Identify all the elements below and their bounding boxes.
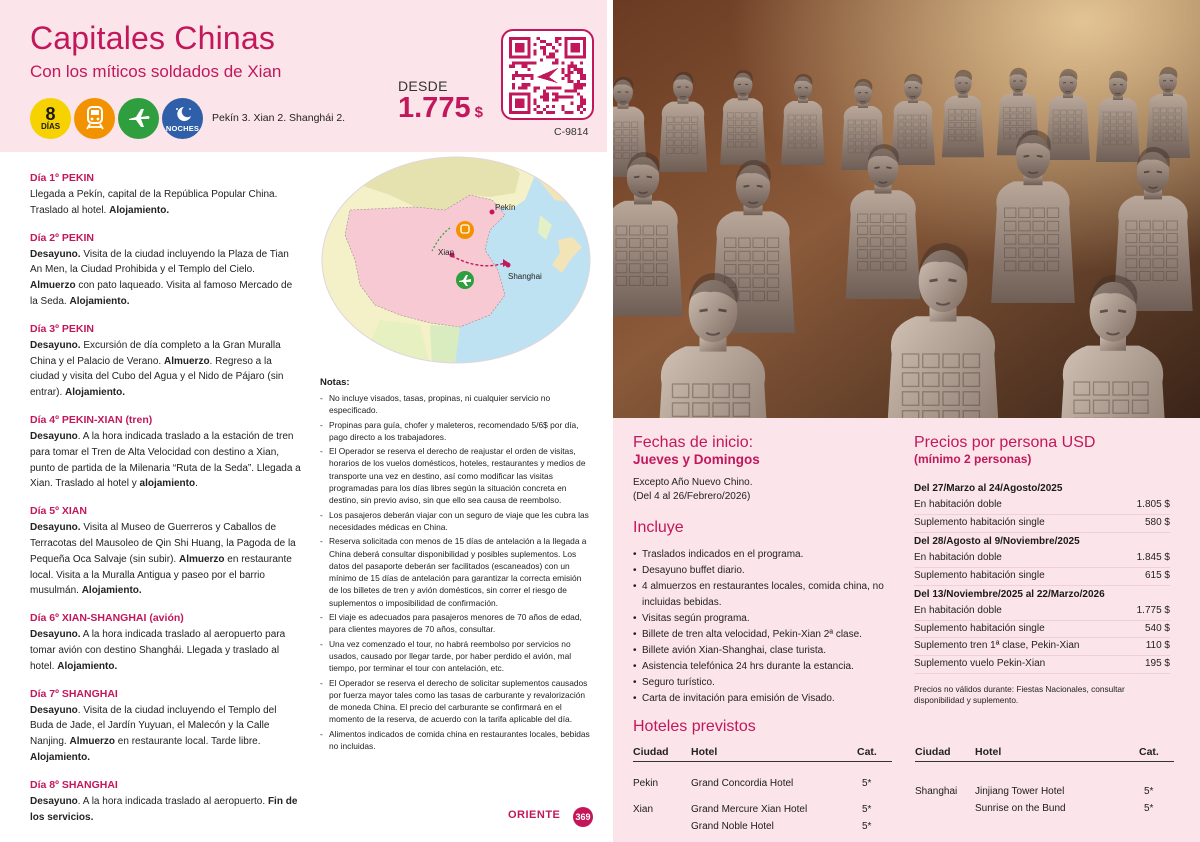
price-row-value: 580 $ xyxy=(1144,516,1170,528)
price-row xyxy=(914,568,1170,586)
notes-list xyxy=(320,392,592,752)
note-item: - Propinas para guía, chofer y maleteros, recomendado 5/6$ por día, pago directo a los trabajadores. xyxy=(320,419,592,444)
hotel-cell-cat: 5* xyxy=(862,821,872,832)
map-label-xian: Xian xyxy=(438,248,455,257)
day-title: Día 2º PEKIN xyxy=(30,231,94,244)
note-item: - El Operador se reserva el derecho de solicitar suplementos causados por fuerza mayor tales como las tasas de carburante y revalorización de moneda China. El precio del carburante se confirmará en el momento de la reserva, de acuerdo con la tarifa aplicable del día. xyxy=(320,677,592,726)
hotel-header-hotel: Hotel xyxy=(975,746,1002,758)
hotels-table-left xyxy=(633,746,892,836)
route-map xyxy=(320,155,592,370)
itinerary-day xyxy=(30,414,302,492)
includes-item: • Carta de invitación para emisión de Visado. xyxy=(633,691,903,707)
hotel-cell-hotel: Grand Concordia Hotel xyxy=(691,778,794,789)
days-label: DÍAS xyxy=(40,121,61,131)
hotel-cell-ciudad: Shanghai xyxy=(915,786,958,797)
itinerary-day xyxy=(30,323,302,401)
itinerary-day xyxy=(30,779,302,826)
train-icon xyxy=(74,98,115,139)
day-text: Llegada a Pekín, capital de la República Popular China. Traslado al hotel. Alojamiento. xyxy=(30,189,278,216)
day-title: Día 6º XIAN-SHANGHAI (avión) xyxy=(30,612,184,625)
hotel-cell-cat: 5* xyxy=(1144,803,1154,814)
hotel-cell-hotel: Sunrise on the Bund xyxy=(975,803,1066,814)
page-number: 369 xyxy=(573,807,593,827)
price-row xyxy=(914,550,1170,568)
hotel-cell-hotel: Grand Mercure Xian Hotel xyxy=(691,804,808,815)
price-row xyxy=(914,638,1170,656)
prices-section xyxy=(914,434,1170,706)
day-title: Día 5º XIAN xyxy=(30,505,87,518)
prices-table xyxy=(914,480,1170,674)
desde-label: DESDE xyxy=(398,78,448,94)
includes-item: • Desayuno buffet diario. xyxy=(633,563,903,579)
note-item: - Reserva solicitada con menos de 15 días de antelación a la llegada a China deberá consultar disponibilidad y posibles suplementos. Los datos del pasaporte deberán ser facilitados (escaneados) con un mínimo de 15 días de antelación para garantizar la correcta emisión de los billetes de tren y avión domésticos, sin correr el riesgo de suplementos o imposibilidad de confirmación. xyxy=(320,535,592,609)
price-currency: $ xyxy=(474,104,483,121)
start-dates-exception: Excepto Año Nuevo Chino. xyxy=(633,477,753,488)
hotel-cell-ciudad: Pekin xyxy=(633,778,659,789)
day-text: Desayuno. Visita al Museo de Guerreros y Caballos de Terracotas del Mausoleo de Qin Shi Huang, la Pagoda de la Pequeña Oca Salvaje (sin subir). Almuerzo en restaurante local. Visita a la Muralla Antigua y paseo por el barrio musulmán. Alojamiento. xyxy=(30,522,296,597)
includes-item: • Traslados indicados en el programa. xyxy=(633,547,903,563)
note-item: - Una vez comenzado el tour, no habrá reembolso por servicios no usados, causado por llegar tarde, por haber perdido el avión, mal tiempo, por terminar el tour con antelación, etc. xyxy=(320,638,592,675)
hotel-header-cat: Cat. xyxy=(857,746,877,758)
includes-item: • Visitas según programa. xyxy=(633,611,903,627)
price-row-value: 1.775 $ xyxy=(1136,604,1170,616)
footer-region: ORIENTE xyxy=(508,809,561,821)
day-title: Día 3º PEKIN xyxy=(30,322,94,335)
note-item: - Alimentos indicados de comida china en restaurantes locales, bebidas no incluidas. xyxy=(320,728,592,753)
day-title: Día 8º SHANGHAI xyxy=(30,778,118,791)
includes-list xyxy=(633,547,903,707)
note-item: - El Operador se reserva el derecho de reajustar el orden de visitas, horarios de los vuelos domésticos, hoteles, restaurantes y medios de transporte una vez en destino, así como modificar las visitas programadas para los días libres según la situación concreta en destino, sin previo aviso, sin que ello sea causa de reembolso. xyxy=(320,445,592,506)
itinerary-day xyxy=(30,612,302,674)
includes-item: • 4 almuerzos en restaurantes locales, comida china, no incluidas bebidas. xyxy=(633,579,903,611)
trip-icons xyxy=(30,96,345,140)
note-item: - No incluye visados, tasas, propinas, ni cualquier servicio no especificado. xyxy=(320,392,592,417)
price-row xyxy=(914,515,1170,533)
map-label-shanghai: Shanghai xyxy=(508,272,542,281)
hotel-cell-cat: 5* xyxy=(1144,786,1154,797)
start-dates-section xyxy=(633,434,893,504)
price-row-label: Suplemento habitación single xyxy=(914,622,1045,634)
day-title: Día 1º PEKIN xyxy=(30,172,94,184)
plane-icon xyxy=(118,98,159,139)
price-period-heading: Del 28/Agosto al 9/Noviembre/2025 xyxy=(914,535,1080,547)
price-row-label: En habitación doble xyxy=(914,551,1002,563)
start-dates-days: Jueves y Domingos xyxy=(633,452,760,467)
price-row-value: 110 $ xyxy=(1145,640,1170,652)
hotel-cell-cat: 5* xyxy=(862,804,872,815)
hotel-cell-hotel: Jinjiang Tower Hotel xyxy=(975,786,1065,797)
includes-title: Incluye xyxy=(633,519,684,536)
day-text: Desayuno. Visita de la ciudad incluyendo el Templo del Buda de Jade, el Jardín Yuyuan, el Malecón y la Calle Nanjing. Almuerzo en restaurante local. Tarde libre. Alojamiento. xyxy=(30,704,277,763)
nights-badge xyxy=(162,98,203,139)
prices-subtitle: (mínimo 2 personas) xyxy=(914,452,1032,466)
terracotta-warriors-photo xyxy=(613,0,1200,418)
hotel-cell-cat: 5* xyxy=(862,778,872,789)
day-text: Desayuno. A la hora indicada traslado al aeropuerto para tomar avión con destino Shanghái. Llegada y traslado al hotel. Alojamiento. xyxy=(30,629,286,672)
itinerary-day xyxy=(30,232,302,310)
includes-item: • Billete avión Xian-Shanghai, clase turista. xyxy=(633,643,903,659)
includes-item: • Billete de tren alta velocidad, Pekin-Xian 2ª clase. xyxy=(633,627,903,643)
price-row-label: Suplemento habitación single xyxy=(914,516,1045,528)
start-dates-exception-range: (Del 4 al 26/Febrero/2026) xyxy=(633,491,751,502)
day-text: Desayuno. A la hora indicada traslado a la estación de tren para tomar el Tren de Alta Velocidad con destino a Xian, punto de partida de la Milenaria “Ruta de la Seda”. Llegada a Xian. Traslado al hotel y alojamiento. xyxy=(30,430,301,490)
days-badge xyxy=(30,98,71,139)
price-from xyxy=(398,92,483,125)
prices-note: Precios no válidos durante: Fiestas Nacionales, consultar disponibilidad y suplemento. xyxy=(914,684,1125,706)
qr-pattern xyxy=(509,37,586,114)
note-item: - El viaje es adecuados para pasajeros menores de 70 años de edad, para clientes mayores de 70 años, consultar. xyxy=(320,611,592,636)
price-row xyxy=(914,621,1170,639)
itinerary-day xyxy=(30,172,302,219)
moon-icon xyxy=(172,105,194,123)
hotel-cell-ciudad: Xian xyxy=(633,804,654,815)
price-row-label: En habitación doble xyxy=(914,499,1002,510)
itinerary-day xyxy=(30,505,302,599)
price-row-label: Suplemento tren 1ª clase, Pekin-Xian xyxy=(914,640,1080,652)
product-code: C-9814 xyxy=(554,126,589,138)
day-text: Desayuno. Excursión de día completo a la Gran Muralla China y el Palacio de Verano. Almuerzo. Regreso a la ciudad y visita del Cubo del Agua y el Nido de Pájaro (sin entrar). Alojamiento. xyxy=(30,339,284,399)
price-row xyxy=(914,656,1170,674)
price-row-value: 615 $ xyxy=(1144,569,1170,581)
price-row-label: Suplemento vuelo Pekin-Xian xyxy=(914,658,1046,670)
price-row xyxy=(914,497,1170,515)
hotel-header-ciudad: Ciudad xyxy=(915,746,951,758)
includes-item: • Seguro turístico. xyxy=(633,675,903,691)
price-row xyxy=(914,603,1170,621)
days-number: 8 xyxy=(45,103,56,124)
price-row-label: En habitación doble xyxy=(914,604,1002,616)
map-label-pekin: Pekín xyxy=(495,203,516,212)
hotel-header-rule xyxy=(633,761,892,762)
price-row-value: 195 $ xyxy=(1144,658,1170,670)
hotels-section xyxy=(633,718,1183,736)
prices-title: Precios por persona USD xyxy=(914,434,1096,451)
notes-title: Notas: xyxy=(320,377,350,388)
hotel-header-cat: Cat. xyxy=(1139,746,1159,758)
price-row-value: 540 $ xyxy=(1144,622,1170,634)
map-train-icon xyxy=(456,221,474,239)
day-title: Día 4º PEKIN-XIAN (tren) xyxy=(30,413,153,426)
price-value: 1.775 xyxy=(398,92,471,124)
price-row-label: Suplemento habitación single xyxy=(914,569,1045,581)
day-text: Desayuno. Visita de la ciudad incluyendo la Plaza de Tian An Men, la Ciudad Prohibida y el Templo del Cielo. Almuerzo con pato laqueado. Visita al famoso Mercado de la Seda. Alojamiento. xyxy=(30,248,293,307)
itinerary xyxy=(30,172,302,838)
hotels-title: Hoteles previstos xyxy=(633,718,756,735)
start-dates-title: Fechas de inicio: xyxy=(633,434,754,451)
price-row-value: 1.805 $ xyxy=(1136,499,1170,510)
price-row-value: 1.845 $ xyxy=(1136,551,1170,563)
day-title: Día 7º SHANGHAI xyxy=(30,687,118,700)
notes-section xyxy=(320,377,592,754)
price-period-heading: Del 13/Noviembre/2025 al 22/Marzo/2026 xyxy=(914,588,1105,600)
nights-breakdown: Pekín 3. Xian 2. Shanghái 2. xyxy=(212,112,346,124)
hotel-header-hotel: Hotel xyxy=(691,746,718,758)
price-period-heading: Del 27/Marzo al 24/Agosto/2025 xyxy=(914,483,1063,494)
qr-code[interactable] xyxy=(501,29,594,120)
day-text: Desayuno. A la hora indicada traslado al aeropuerto. Fin de los servicios. xyxy=(30,795,298,823)
hotels-table-right xyxy=(915,746,1174,836)
itinerary-day xyxy=(30,688,302,766)
includes-item: • Asistencia telefónica 24 hrs durante la estancia. xyxy=(633,659,903,675)
page-subtitle: Con los míticos soldados de Xian xyxy=(30,62,282,81)
nights-label: NOCHES xyxy=(165,123,200,133)
hotel-cell-hotel: Grand Noble Hotel xyxy=(691,821,774,832)
hotel-header-rule xyxy=(915,761,1174,762)
note-item: - Los pasajeros deberán viajar con un seguro de viaje que les cubra las necesidades médicas en China. xyxy=(320,509,592,534)
page-title: Capitales Chinas xyxy=(30,20,276,56)
includes-section xyxy=(633,519,903,707)
hotel-header-ciudad: Ciudad xyxy=(633,746,669,758)
